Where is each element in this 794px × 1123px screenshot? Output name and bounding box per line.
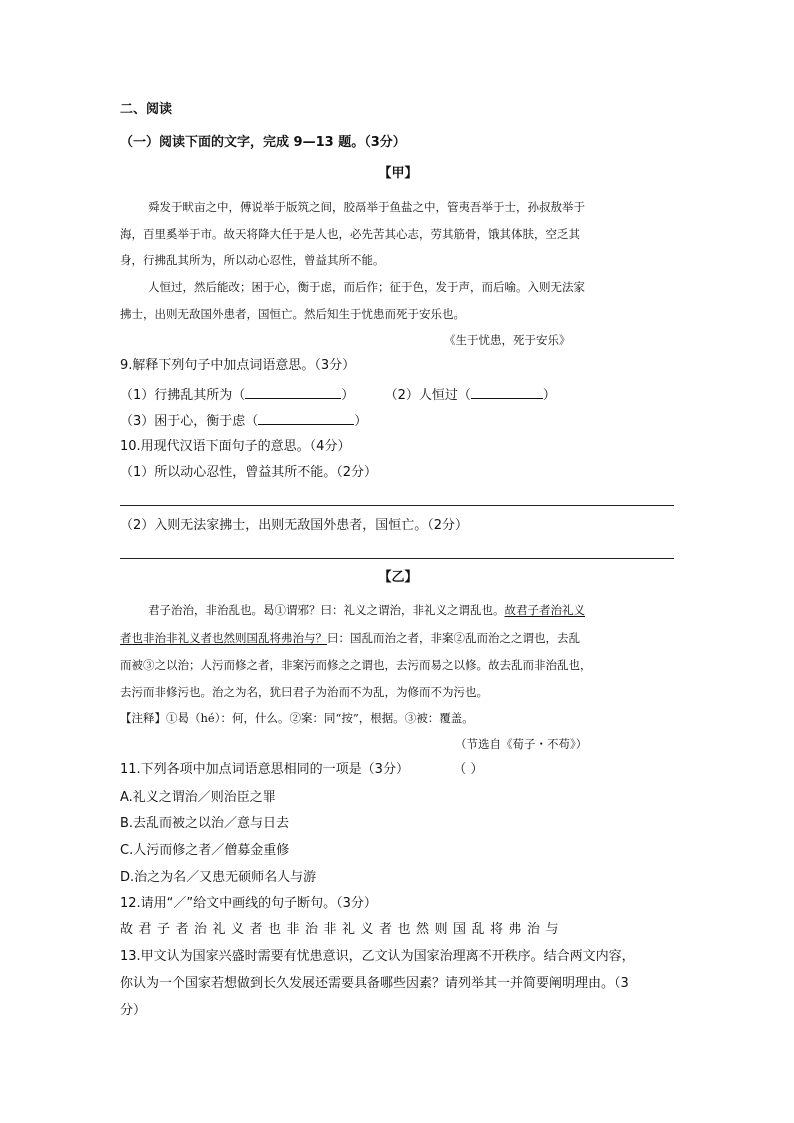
jia-paragraph-1-line-2: 海，百里奚举于市。故天将降大任于是人也，必先苦其心志，劳其筋骨，饿其体肤，空乏其 <box>120 227 580 241</box>
passage-yi-label: 【乙】 <box>378 570 418 585</box>
yi-line-4: 去污而非修污也。治之为名，犹曰君子为治而不为乱，为修而不为污也。 <box>120 685 488 699</box>
jia-paragraph-1-line-3: 身，行拂乱其所为，所以动心忍性，曾益其所不能。 <box>120 253 385 267</box>
q13-line-1: 13.甲文认为国家兴盛时需要有忧患意识，乙文认为国家治理离不开秩序。结合两文内容， <box>120 949 635 964</box>
q11-option-a: A.礼义之谓治／则治臣之罪 <box>120 790 276 805</box>
q10-answer-line-1[interactable] <box>120 505 674 506</box>
q9-answer-3-blank[interactable] <box>258 412 354 425</box>
yi-underlined-sentence-part-2: 者也非治非礼义者也然则国乱将弗治与？ <box>120 631 327 645</box>
jia-source: 《生于忧患，死于安乐》 <box>444 333 571 347</box>
passage-jia-label: 【甲】 <box>378 166 418 181</box>
jia-paragraph-2-line-1: 人恒过，然后能改；困于心，衡于虑，而后作；征于色，发于声，而后喻。入则无法家 <box>148 280 585 294</box>
q12-sentence: 故君子者治礼义者也非治非礼义者也然则国乱将弗治与 <box>120 922 565 937</box>
yi-line-3: 而被③之以治；人污而修之者，非案污而修之之谓也，去污而易之以修。故去乱而非治乱也， <box>120 658 592 672</box>
q9-answer-2-blank[interactable] <box>471 386 543 399</box>
q11-stem-row <box>120 762 483 778</box>
q9-answer-1-blank[interactable] <box>245 386 341 399</box>
q11-option-c: C.人污而修之者／僧募金重修 <box>120 843 290 858</box>
q13-line-2: 你认为一个国家若想做到长久发展还需要具备哪些因素？请列举其一并简要阐明理由。（3 <box>120 976 629 991</box>
q9-row-1: （1）行拂乱其所为（ ） （2）人恒过（ ） <box>120 388 556 403</box>
yi-underlined-sentence-part-1: 故君子者治礼义 <box>504 603 585 617</box>
q9-item-1: （1）行拂乱其所为（ <box>120 388 246 403</box>
q11-stem: 11.下列各项中加点词语意思相同的一项是（3分） <box>120 762 409 777</box>
q9-item-3: （3）困于心，衡于虑（ <box>120 414 259 429</box>
yi-line-2: 者也非治非礼义者也然则国乱将弗治与？曰：国乱而治之者，非案②乱而治之之谓也，去乱 <box>120 631 580 645</box>
q12-stem: 12.请用“／”给文中画线的句子断句。（3分） <box>120 896 377 911</box>
jia-paragraph-1-line-1: 舜发于畎亩之中，傅说举于版筑之间，胶鬲举于鱼盐之中，管夷吾举于士，孙叔敖举于 <box>148 200 585 214</box>
q10-stem: 10.用现代汉语下面句子的意思。（4分） <box>120 439 351 454</box>
q9-item-2: （2）人恒过（ <box>384 388 471 403</box>
q9-stem: 9.解释下列句子中加点词语意思。（3分） <box>120 358 356 373</box>
jia-paragraph-2-line-2: 拂士，出则无敌国外患者，国恒亡。然后知生于忧患而死于安乐也。 <box>120 307 465 321</box>
yi-note: 【注释】①曷（hé）：何，什么。②案：同“按”，根据。③被：覆盖。 <box>120 711 474 725</box>
q11-option-b: B.去乱而被之以治／意与日去 <box>120 816 290 831</box>
yi-line-1: 君子治治，非治乱也。曷①谓邪？曰：礼义之谓治，非礼义之谓乱也。故君子者治礼义 <box>148 603 585 617</box>
q11-option-d: D.治之为名／又患无硕师名人与游 <box>120 870 317 885</box>
q10-answer-line-2[interactable] <box>120 558 674 559</box>
section-title: 二、阅读 <box>120 102 173 117</box>
q10-item-2: （2）入则无法家拂士，出则无敌国外患者，国恒亡。（2分） <box>120 518 469 533</box>
q9-row-2: （3）困于心，衡于虑（ ） <box>120 414 368 429</box>
part1-heading: （一）阅读下面的文字，完成 9—13 题。（3分） <box>120 135 406 150</box>
q11-answer-paren[interactable]: （ ） <box>453 762 484 777</box>
q10-item-1: （1）所以动心忍性，曾益其所不能。（2分） <box>120 465 378 480</box>
q13-line-3: 分） <box>120 1003 147 1018</box>
yi-source: （节选自《荀子・不苟》） <box>455 737 588 751</box>
